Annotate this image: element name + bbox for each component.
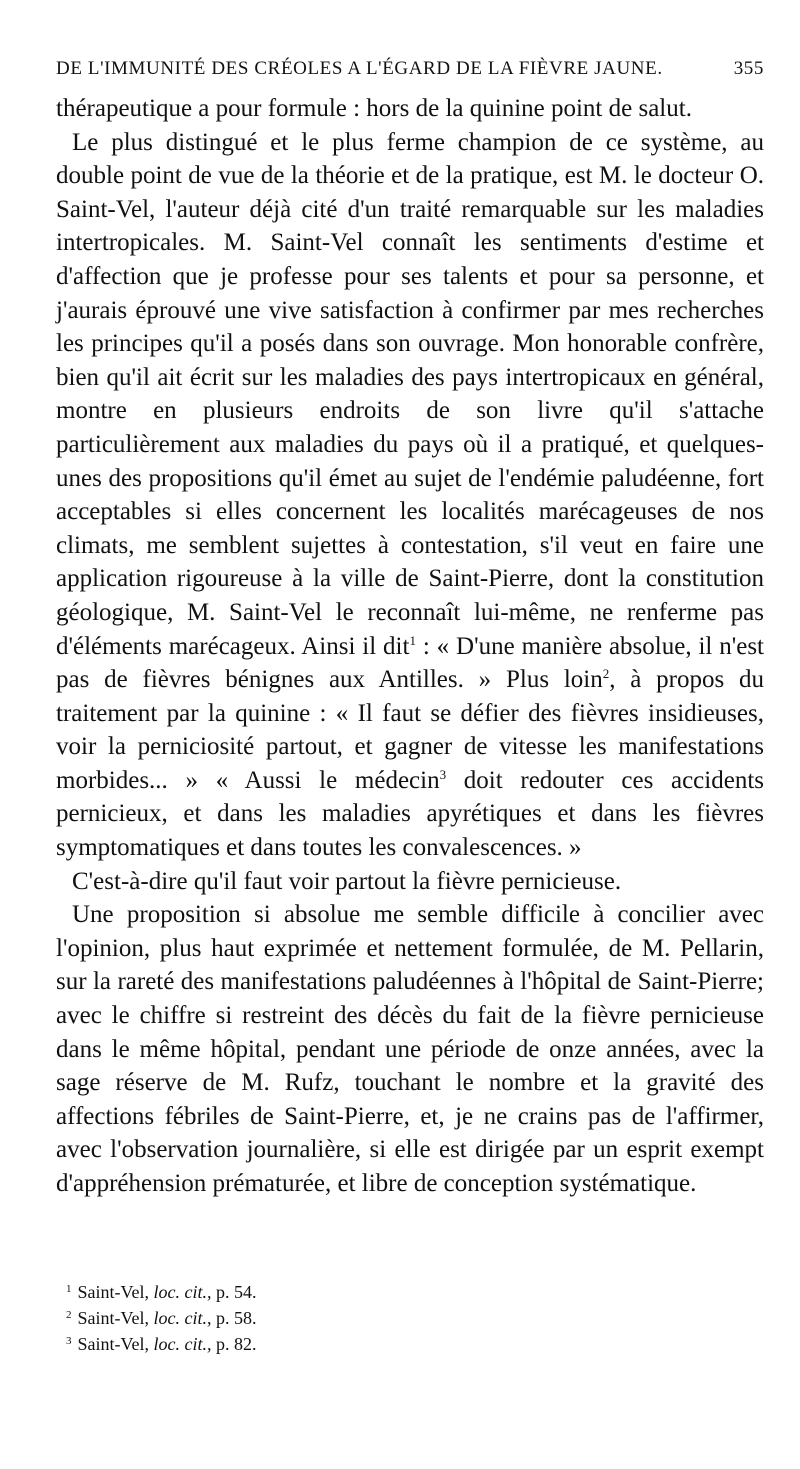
footnote-mark: 3 [66, 1335, 72, 1347]
running-head [56, 58, 764, 88]
paragraph [56, 92, 764, 126]
footnote-mark: 1 [66, 1283, 72, 1295]
footnote-reference: 1 [409, 632, 416, 648]
footnote [56, 1330, 764, 1356]
paragraph-text: Une proposition si absolue me semble difficile à concilier avec l'opinion, plus haut exprimée et nettement formulée, de M. Pellarin, sur la rareté des manifestations paludéennes à l'hôpital de Saint-Pierre; avec le chiffre si restreint des décès du fait de la fièvre pernicieuse dans le même hôpital, pendant une période de onze années, avec la sage réserve de M. Rufz, touchant le nombre et la gravité des affections fébriles de Saint-Pierre, et, je ne crains pas de l'affirmer, avec l'observation journalière, si elle est dirigée par un esprit exempt d'appréhension prématurée, et libre de conception systématique. [56, 901, 764, 1197]
footnote-loc: loc. cit., [153, 1282, 212, 1302]
footnote-author: Saint-Vel, [77, 1282, 149, 1302]
paragraph-text: : « D'une manière absolue, il n'est pas de fièvres bénignes aux Antilles. » Plus loin [56, 632, 764, 694]
footnote-page: p. 54. [215, 1282, 257, 1302]
paragraph [56, 865, 764, 899]
footnote-reference: 3 [439, 766, 447, 782]
paragraph-text: doit redouter ces accidents pernicieux, et dans les maladies apyrétiques et dans les fièvres symptomatiques et dans toutes les convalescences. » [56, 766, 764, 862]
footnote-author: Saint-Vel, [77, 1334, 149, 1354]
footnote-page: p. 58. [215, 1308, 257, 1328]
page-number: 355 [733, 58, 764, 79]
running-title: DE L'IMMUNITÉ DES CRÉOLES A L'ÉGARD DE LA FIÈVRE JAUNE. [56, 58, 663, 79]
paragraph-text: , à propos du traitement par la quinine : « Il faut se défier des fièvres insidieuses, voir la perniciosité partout, et gagner de vitesse les manifestations morbides... » « Aussi le médecin [56, 666, 765, 794]
paragraph-text: thérapeutique a pour formule : hors de la quinine point de salut. [56, 95, 692, 122]
paragraph-text: C'est-à-dire qu'il faut voir partout la fièvre pernicieuse. [72, 867, 622, 895]
footnote [56, 1278, 764, 1304]
footnote-author: Saint-Vel, [77, 1308, 149, 1328]
footnote-loc: loc. cit., [153, 1334, 212, 1354]
footnote-mark: 2 [66, 1309, 72, 1321]
paragraph-text: Le plus distingué et le plus ferme champion de ce système, au double point de vue de la théorie et de la pratique, est M. le docteur O. Saint-Vel, l'auteur déjà cité d'un traité remarquable sur les maladies intertropicales. M. Saint-Vel connaît les sentiments d'estime et d'affection que je professe pour ses talents et pour sa personne, et j'aurais éprouvé une vive satisfaction à confirmer par mes recherches les principes qu'il a posés dans son ouvrage. Mon honorable confrère, bien qu'il ait écrit sur les maladies des pays intertropicaux en général, montre en plusieurs endroits de son livre qu'il s'attache particulièrement aux maladies du pays où il a pratiqué, et quelques-unes des propositions qu'il émet au sujet de l'endémie paludéenne, fort acceptables si elles concernent les localités marécageuses de nos climats, me semblent sujettes à contestation, s'il veut en faire une application rigoureuse à la ville de Saint-Pierre, dont la constitution géologique, M. Saint-Vel le reconnaît lui-même, ne renferme pas d'éléments marécageux. Ainsi il dit [56, 128, 764, 660]
footnote-page: p. 82. [215, 1334, 257, 1354]
footnote [56, 1304, 764, 1330]
footnote-loc: loc. cit., [153, 1308, 212, 1328]
footnotes [56, 1278, 764, 1356]
paragraph [56, 126, 764, 865]
paragraph [56, 898, 764, 1200]
footnote-reference: 2 [602, 666, 610, 682]
body-text [56, 92, 764, 1201]
